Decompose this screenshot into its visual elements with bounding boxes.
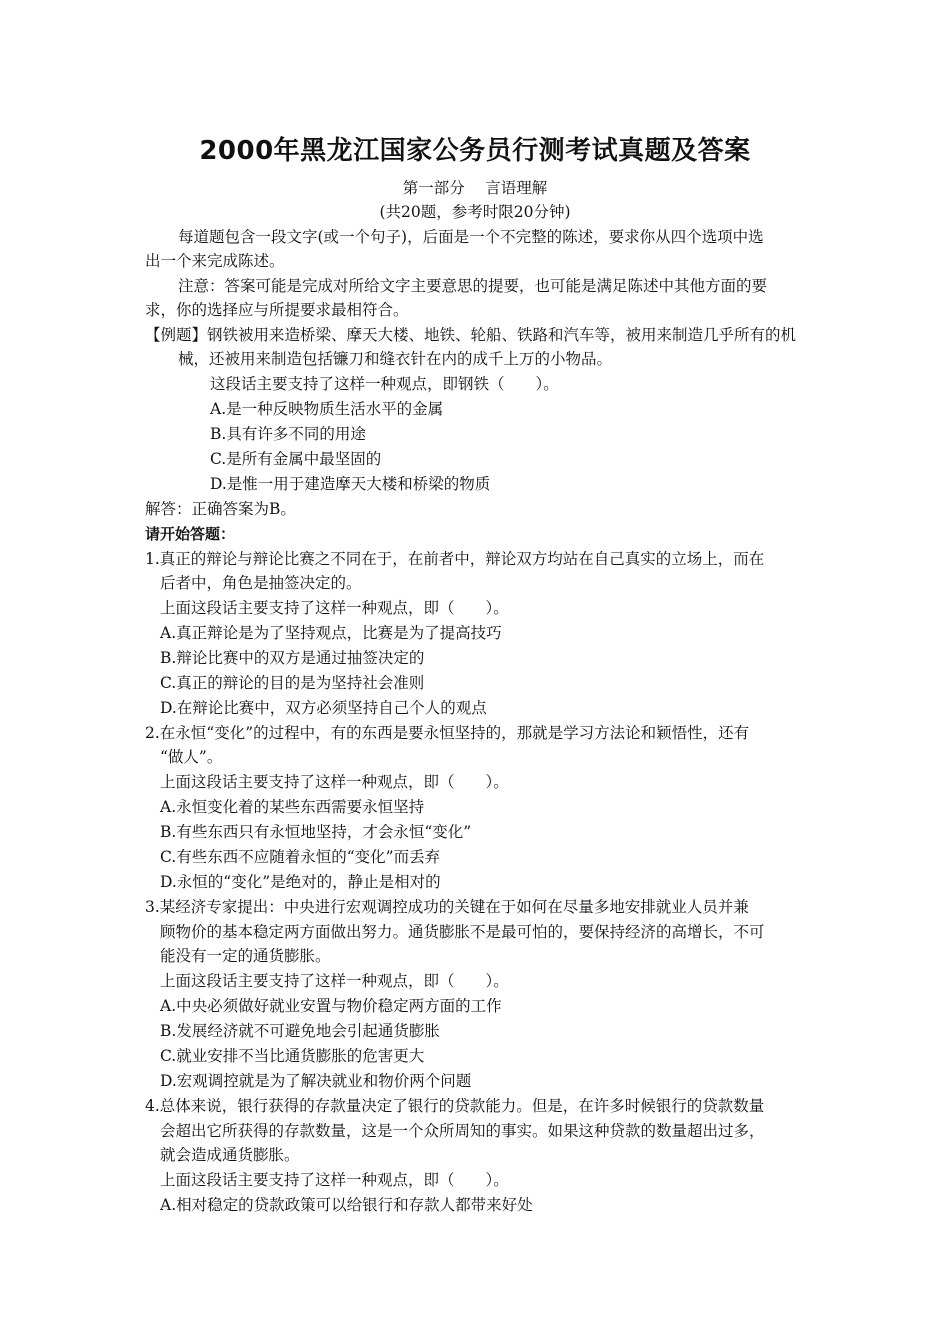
intro-paragraph-2-line-2: 求，你的选择应与所提要求最相符合。 [145, 301, 409, 319]
question-2-option: A.永恒变化着的某些东西需要永恒坚持 [160, 798, 425, 816]
document-title: 2000年黑龙江国家公务员行测考试真题及答案 [199, 136, 751, 166]
section-note: (共20题，参考时限20分钟) [379, 203, 571, 221]
question-1-option: D.在辩论比赛中，双方必须坚持自己个人的观点 [160, 699, 487, 717]
question-4-prompt: 上面这段话主要支持了这样一种观点，即（ ）。 [160, 1171, 509, 1189]
question-2-option: B.有些东西只有永恒地坚持，才会永恒“变化” [160, 823, 472, 841]
question-4-line-1: 4.总体来说，银行获得的存款量决定了银行的贷款能力。但是，在许多时候银行的贷款数量 [145, 1097, 765, 1115]
question-3-line-2: 顾物价的基本稳定两方面做出努力。通货膨胀不是最可怕的，要保持经济的高增长，不可 [160, 923, 765, 941]
question-3-option: D.宏观调控就是为了解决就业和物价两个问题 [160, 1072, 472, 1090]
question-3-option: B.发展经济就不可避免地会引起通货膨胀 [160, 1022, 440, 1040]
example-option: D.是惟一用于建造摩天大楼和桥梁的物质 [210, 475, 491, 493]
question-1-option: C.真正的辩论的目的是为坚持社会准则 [160, 674, 425, 692]
question-4-line-2: 会超出它所获得的存款数量，这是一个众所周知的事实。如果这种贷款的数量超出过多， [160, 1122, 765, 1140]
question-1-line-1: 1.真正的辩论与辩论比赛之不同在于，在前者中，辩论双方均站在自己真实的立场上，而在 [145, 550, 765, 568]
question-3-option: A.中央必须做好就业安置与物价稳定两方面的工作 [160, 997, 502, 1015]
example-option: C.是所有金属中最坚固的 [210, 450, 382, 468]
example-line-1: 【例题】钢铁被用来造桥梁、摩天大楼、地铁、轮船、铁路和汽车等，被用来制造几乎所有的机 [145, 326, 797, 344]
question-1-prompt: 上面这段话主要支持了这样一种观点，即（ ）。 [160, 599, 509, 617]
question-3-line-1: 3.某经济专家提出：中央进行宏观调控成功的关键在于如何在尽量多地安排就业人员并兼 [145, 898, 749, 916]
question-1-option: A.真正辩论是为了坚持观点，比赛是为了提高技巧 [160, 624, 502, 642]
example-option: B.具有许多不同的用途 [210, 425, 366, 443]
question-3-line-3: 能没有一定的通货膨胀。 [160, 947, 331, 965]
question-4-line-3: 就会造成通货膨胀。 [160, 1146, 300, 1164]
intro-paragraph-1-line-1: 每道题包含一段文字(或一个句子)，后面是一个不完整的陈述，要求你从四个选项中选 [178, 228, 764, 246]
question-2-line-2: “做人”。 [160, 748, 223, 766]
question-4-option: A.相对稳定的贷款政策可以给银行和存款人都带来好处 [160, 1196, 533, 1214]
question-2-option: D.永恒的“变化”是绝对的，静止是相对的 [160, 873, 441, 891]
example-answer: 解答：正确答案为B。 [145, 500, 296, 518]
start-label: 请开始答题： [145, 525, 236, 543]
intro-paragraph-2-line-1: 注意：答案可能是完成对所给文字主要意思的提要，也可能是满足陈述中其他方面的要 [178, 277, 768, 295]
example-question: 这段话主要支持了这样一种观点，即钢铁（ ）。 [210, 375, 559, 393]
question-2-option: C.有些东西不应随着永恒的“变化”而丢弃 [160, 848, 441, 866]
question-2-prompt: 上面这段话主要支持了这样一种观点，即（ ）。 [160, 773, 509, 791]
example-option: A.是一种反映物质生活水平的金属 [210, 400, 444, 418]
question-2-line-1: 2.在永恒“变化”的过程中，有的东西是要永恒坚持的，那就是学习方法论和颖悟性，还有 [145, 724, 750, 742]
question-3-option: C.就业安排不当比通货膨胀的危害更大 [160, 1047, 425, 1065]
question-1-line-2: 后者中，角色是抽签决定的。 [160, 574, 362, 592]
section-heading: 第一部分 言语理解 [402, 179, 548, 197]
question-1-option: B.辩论比赛中的双方是通过抽签决定的 [160, 649, 425, 667]
question-3-prompt: 上面这段话主要支持了这样一种观点，即（ ）。 [160, 972, 509, 990]
example-line-2: 械，还被用来制造包括镰刀和缝衣针在内的成千上万的小物品。 [178, 350, 613, 368]
intro-paragraph-1-line-2: 出一个来完成陈述。 [145, 252, 285, 270]
